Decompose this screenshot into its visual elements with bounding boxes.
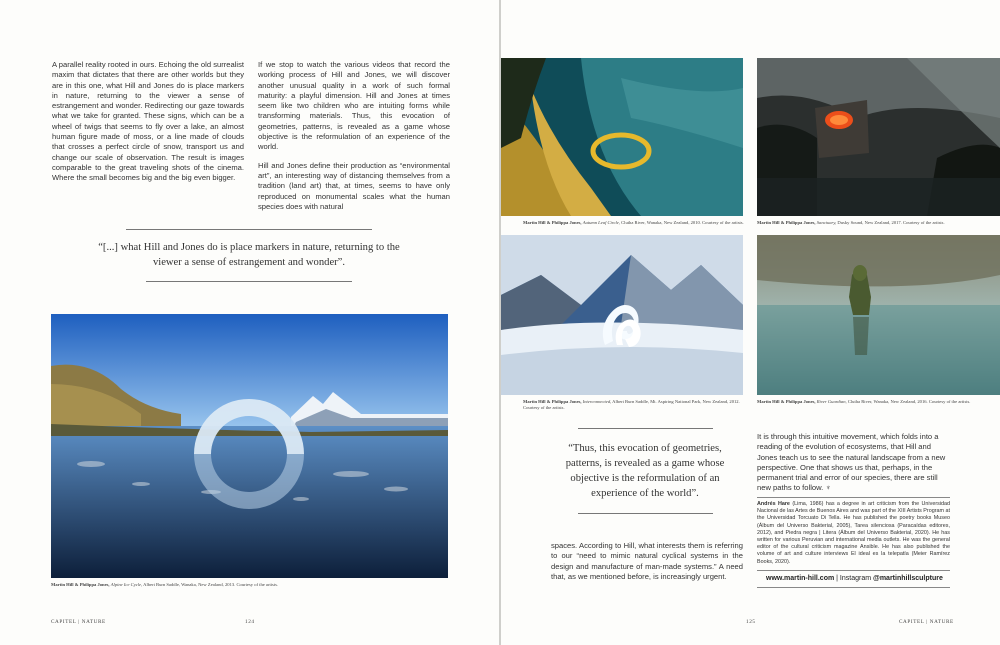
left-col1-paragraph: A parallel reality rooted in ours. Echoing the old surrealist maxim that dictates that there are other worlds but they are in this one, what Hill and Jones do is place markers in nature, returning to the viewer a sense of estrangement and wonder. Redirecting our gaze towards what we take for granted. These signs, which can be a wheel of twigs that seems to fly over a lake, an almost human figure made of moss, or a line made of clouds that crosses a perfect circle of snow, transport us and change our scale of observation. The result is images comparable to the great traveling shots of the cinema. Where the small becomes big and the big even bigger.	[52, 60, 244, 183]
left-page-number: 124	[245, 619, 255, 625]
end-mark-icon: ♆	[825, 483, 832, 493]
links-bottom-rule	[757, 587, 950, 588]
right-footer-section: CAPITEL | NATURE	[899, 619, 954, 625]
caption-sanctuary	[757, 220, 1000, 226]
caption-artists: Martin Hill & Philippa Jones,	[51, 582, 110, 587]
website-link[interactable]: www.martin-hill.com	[766, 575, 835, 582]
photo-interconnected	[501, 235, 743, 395]
photo-autumn-leaf-circle	[501, 58, 743, 216]
instagram-link[interactable]: @martinhillsculpture	[873, 575, 943, 582]
pull-quote-text: “[...] what Hill and Jones do is place markers in nature, returning to the viewer a sense of estrangement and wonder”.	[98, 242, 400, 268]
left-body-column-2	[258, 60, 450, 218]
caption-details: Clutha River, Wanaka, New Zealand, 2010. Courtesy of the artists.	[621, 220, 744, 225]
links-separator: | Instagram	[836, 575, 872, 582]
left-col2-paragraph-2: Hill and Jones define their production as “environmental art”, an interesting way of distancing themselves from a tradition (land art) that, at times, seems to have only reproduced on monumental scales what the human species does with natural	[258, 160, 450, 211]
caption-title: Sanctuary,	[816, 220, 837, 225]
caption-artists: Martin Hill & Philippa Jones,	[523, 399, 582, 404]
caption-title: Alpine Ice Cycle,	[110, 582, 143, 587]
artist-links	[766, 575, 943, 582]
pull-quote-bottom-rule	[578, 513, 713, 514]
photo-alpine-ice-cycle	[51, 314, 448, 578]
right-col2-text: It is through this intuitive movement, which folds into a reading of the evolution of ecosystems, that Hill and Jones teach us to see the natural landscape from a new perspective. One that shows us that, perhaps, in the permanent trial and error of our species, there are still new paths to follow.	[757, 432, 946, 493]
right-page-number: 125	[746, 619, 756, 625]
photo-sanctuary	[757, 58, 1000, 216]
left-body-column-1	[52, 60, 244, 190]
right-col1-paragraph: spaces. According to Hill, what interests them is referring to our “need to mimic natural cyclical systems in the design and manufacture of man-made systems.” A need that, as we mentioned before, is increasingly urgent.	[551, 541, 743, 581]
caption-river-guardian	[757, 399, 1000, 405]
caption-autumn-leaf-circle	[523, 220, 745, 226]
caption-details: Clutha River, Wanaka, New Zealand, 2016. Courtesy of the artists.	[847, 399, 971, 404]
caption-artists: Martin Hill & Philippa Jones,	[757, 399, 816, 404]
links-top-rule	[757, 570, 950, 571]
left-footer-section: CAPITEL | NATURE	[51, 619, 106, 625]
right-col2-paragraph	[757, 432, 950, 494]
pull-quote-bottom-rule	[146, 281, 352, 282]
caption-artists: Martin Hill & Philippa Jones,	[757, 220, 816, 225]
right-body-column-2	[757, 432, 950, 500]
photo-river-guardian	[757, 235, 1000, 395]
left-page	[0, 0, 499, 645]
caption-interconnected	[523, 399, 745, 411]
caption-details: Dusky Sound, New Zealand, 2017. Courtesy of the artists.	[837, 220, 945, 225]
caption-title: River Guardian,	[816, 399, 847, 404]
bio-text: (Lima, 1986) has a degree in art criticism from the Universidad Nacional de las Artes de Buenos Aires and was part of the XIII Artists Program at the Universidad Torcuato Di Tella. He has published the poetry books Museo (Álbum del Universo Bakterial, 2005), Tarea silenciosa (Paracaídas editores, 2012), and Piedra negra | Litera (Álbum del Universo Bakterial, 2020). He has written for various Peruvian and international media outlets. He was the general editor of the cultural criticism magazine Ansible. He has also published the volume of art and culture interviews El ideal es la telepatía (Meier Ramírez Books, 2020).	[757, 501, 951, 565]
bio-top-rule	[757, 497, 950, 498]
right-page	[501, 0, 1000, 645]
pull-quote-top-rule	[578, 428, 713, 429]
caption-details: Albert Burn Saddle, Wanaka, New Zealand, 2013. Courtesy of the artists.	[143, 582, 279, 587]
caption-title: Interconnected,	[582, 399, 612, 404]
bio-author-name: Andrés Hare	[757, 501, 790, 507]
caption-artists: Martin Hill & Philippa Jones,	[523, 220, 582, 225]
caption-alpine-ice-cycle	[51, 582, 448, 588]
left-col2-paragraph-1: If we stop to watch the various videos that record the working process of Hill and Jones, we will discover another unusual quality in a work of such formal maturity: a playful dimension. Hill and Jones at times seem like two children who are intuiting forms while transforming materials. Thus, this evocation of geometries, patterns, is revealed as a game whose objective is the reformulation of an experience of the world.	[258, 60, 450, 152]
caption-details: Albert Burn Saddle, Mt. Aspiring National Park, New Zealand, 2012. Courtesy of the artists.	[523, 399, 740, 410]
right-body-column-1	[551, 541, 743, 588]
right-pull-quote	[556, 428, 734, 514]
left-pull-quote	[84, 229, 414, 282]
author-bio	[757, 501, 950, 566]
caption-title: Autumn Leaf Circle,	[582, 220, 620, 225]
pull-quote-text: “Thus, this evocation of geometries, patterns, is revealed as a game whose objective is the reformulation of an experience of the world”.	[565, 443, 725, 499]
pull-quote-top-rule	[126, 229, 372, 230]
